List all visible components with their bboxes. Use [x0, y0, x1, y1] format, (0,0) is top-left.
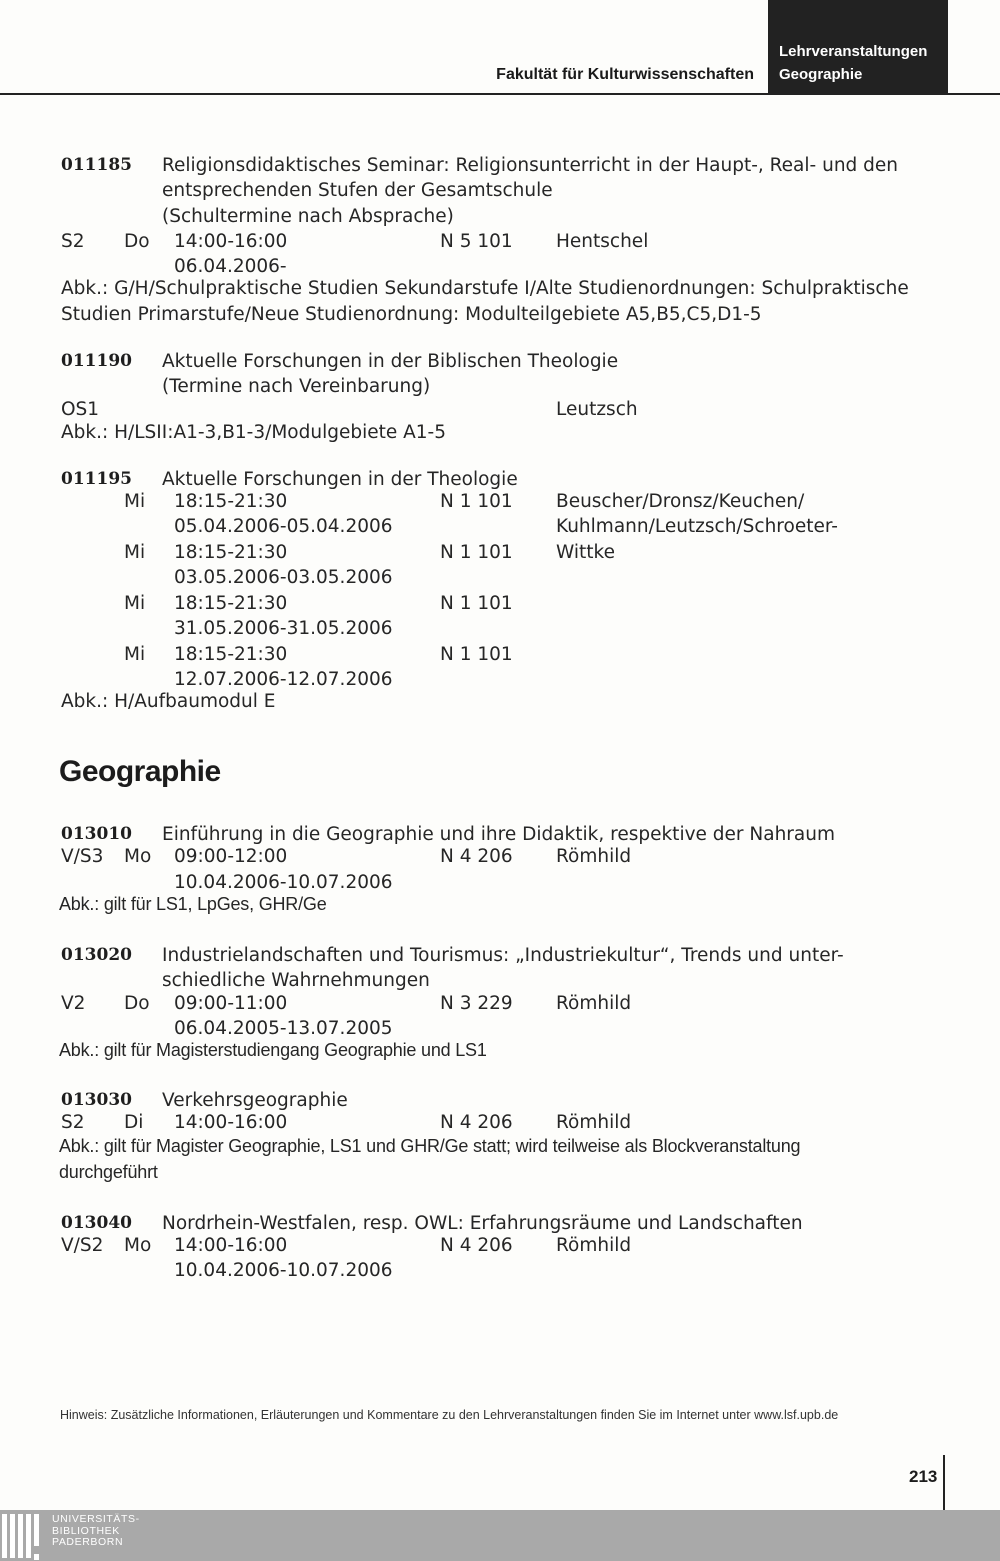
- session-room: N 1 101: [440, 644, 513, 665]
- course-title: (Termine nach Vereinbarung): [162, 376, 431, 397]
- course-date: 10.04.2006-10.07.2006: [174, 872, 393, 893]
- course-type: V/S2: [61, 1235, 104, 1256]
- course-title: Nordrhein-Westfalen, resp. OWL: Erfahrungsräume und Landschaften: [162, 1213, 803, 1234]
- course-room: N 4 206: [440, 1112, 513, 1133]
- section-heading: Geographie: [59, 755, 221, 788]
- course-time: 14:00-16:00: [174, 1112, 288, 1133]
- header-rule: [0, 93, 1000, 95]
- course-room: N 4 206: [440, 1235, 513, 1256]
- course-id: 011185: [61, 155, 132, 175]
- faculty-header: Fakultät für Kulturwissenschaften: [496, 66, 754, 83]
- course-title: (Schultermine nach Absprache): [162, 206, 454, 227]
- session-time: 18:15-21:30: [174, 644, 288, 665]
- session-room: N 1 101: [440, 593, 513, 614]
- course-room: N 3 229: [440, 993, 513, 1014]
- course-date: 06.04.2006-: [174, 256, 287, 277]
- course-time: 14:00-16:00: [174, 231, 288, 252]
- course-abk: Abk.: gilt für Magister Geographie, LS1 und GHR/Ge statt; wird teilweise als Blockveranstaltung: [59, 1136, 801, 1156]
- course-id: 011195: [61, 469, 132, 489]
- course-time: 09:00-12:00: [174, 846, 288, 867]
- course-title: Industrielandschaften und Tourismus: „Industriekultur“, Trends und unter-: [162, 945, 844, 966]
- course-day: Di: [124, 1112, 144, 1133]
- course-title: Verkehrsgeographie: [162, 1090, 348, 1111]
- course-id: 013020: [61, 945, 132, 965]
- course-abk: Abk.: G/H/Schulpraktische Studien Sekundarstufe I/Alte Studienordnungen: Schulpraktische: [61, 278, 909, 299]
- course-abk: Abk.: H/LSII:A1-3,B1-3/Modulgebiete A1-5: [61, 422, 447, 443]
- session-date: 12.07.2006-12.07.2006: [174, 669, 393, 690]
- course-lecturer: Römhild: [556, 993, 632, 1014]
- footer-hint: Hinweis: Zusätzliche Informationen, Erläuterungen und Kommentare zu den Lehrveranstaltungen finden Sie im Internet unter www.lsf.upb.de: [60, 1408, 839, 1422]
- course-day: Do: [124, 231, 150, 252]
- course-date: 06.04.2005-13.07.2005: [174, 1018, 393, 1039]
- session-time: 18:15-21:30: [174, 491, 288, 512]
- course-lecturer: Hentschel: [556, 231, 649, 252]
- course-id: 013040: [61, 1213, 132, 1233]
- session-room: N 1 101: [440, 491, 513, 512]
- course-day: Mo: [124, 1235, 152, 1256]
- library-logo-line: UNIVERSITÄTS-: [52, 1513, 140, 1525]
- course-lecturer: Leutzsch: [556, 399, 638, 420]
- library-logo-text: [52, 1514, 140, 1549]
- course-day: Do: [124, 993, 150, 1014]
- course-time: 09:00-11:00: [174, 993, 288, 1014]
- course-lecturer: Kuhlmann/Leutzsch/Schroeter-: [556, 516, 838, 537]
- course-date: 10.04.2006-10.07.2006: [174, 1260, 393, 1281]
- library-logo-icon: [2, 1514, 46, 1558]
- session-date: 31.05.2006-31.05.2006: [174, 618, 393, 639]
- course-type: V/S3: [61, 846, 104, 867]
- course-title: Aktuelle Forschungen in der Biblischen Theologie: [162, 351, 619, 372]
- course-lecturer: Beuscher/Dronsz/Keuchen/: [556, 491, 805, 512]
- course-id: 013030: [61, 1090, 132, 1110]
- course-title: schiedliche Wahrnehmungen: [162, 970, 430, 991]
- session-day: Mi: [124, 491, 146, 512]
- course-title: Aktuelle Forschungen in der Theologie: [162, 469, 518, 490]
- course-title: Einführung in die Geographie und ihre Didaktik, respektive der Nahraum: [162, 824, 835, 845]
- session-time: 18:15-21:30: [174, 542, 288, 563]
- page-number: 213: [909, 1467, 938, 1486]
- course-type: V2: [61, 993, 86, 1014]
- course-type: OS1: [61, 399, 100, 420]
- section-tab-box: [768, 0, 948, 93]
- course-abk: Abk.: H/Aufbaumodul E: [61, 691, 276, 712]
- session-date: 03.05.2006-03.05.2006: [174, 567, 393, 588]
- session-time: 18:15-21:30: [174, 593, 288, 614]
- section-tab-line2: Geographie: [779, 66, 863, 83]
- course-time: 14:00-16:00: [174, 1235, 288, 1256]
- course-room: N 4 206: [440, 846, 513, 867]
- library-footer-bar: [0, 1510, 1000, 1561]
- course-title: entsprechenden Stufen der Gesamtschule: [162, 180, 553, 201]
- course-id: 011190: [61, 351, 132, 371]
- course-title: Religionsdidaktisches Seminar: Religionsunterricht in der Haupt-, Real- und den: [162, 155, 899, 176]
- course-lecturer: Römhild: [556, 1235, 632, 1256]
- course-lecturer: Römhild: [556, 846, 632, 867]
- course-room: N 5 101: [440, 231, 513, 252]
- page-number-rule: [943, 1455, 945, 1510]
- session-date: 05.04.2006-05.04.2006: [174, 516, 393, 537]
- session-day: Mi: [124, 593, 146, 614]
- course-day: Mo: [124, 846, 152, 867]
- section-tab-line1: Lehrveranstaltungen: [779, 43, 928, 60]
- course-abk: durchgeführt: [59, 1162, 158, 1182]
- library-logo-line: PADERBORN: [52, 1536, 124, 1548]
- course-abk: Studien Primarstufe/Neue Studienordnung: Modulteilgebiete A5,B5,C5,D1-5: [61, 304, 762, 325]
- course-lecturer: Wittke: [556, 542, 615, 563]
- session-day: Mi: [124, 644, 146, 665]
- course-abk: Abk.: gilt für LS1, LpGes, GHR/Ge: [59, 894, 327, 914]
- session-room: N 1 101: [440, 542, 513, 563]
- library-logo-line: BIBLIOTHEK: [52, 1524, 120, 1537]
- course-type: S2: [61, 231, 85, 252]
- course-lecturer: Römhild: [556, 1112, 632, 1133]
- course-id: 013010: [61, 824, 132, 844]
- course-abk: Abk.: gilt für Magisterstudiengang Geographie und LS1: [59, 1040, 487, 1060]
- course-type: S2: [61, 1112, 85, 1133]
- session-day: Mi: [124, 542, 146, 563]
